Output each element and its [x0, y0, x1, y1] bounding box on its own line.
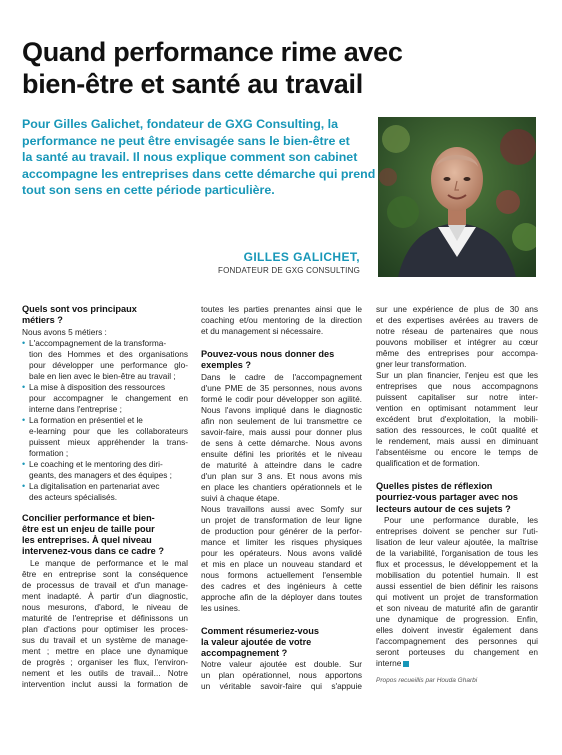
question-line: exemples ? [201, 360, 252, 371]
list-item-line: interne dans l'entreprise ; [29, 403, 122, 414]
answer-line: l'absentéisme ou encore le temps de [376, 447, 538, 457]
question-line: être est un enjeu de taille pour [22, 523, 155, 534]
question-heading [22, 304, 188, 327]
question-line: intervenez-vous dans ce cadre ? [22, 546, 164, 557]
question-line: pourriez-vous partager avec nos [376, 492, 518, 503]
author-name: GILLES GALICHET, [243, 250, 360, 264]
answer-line: suivi à chaque étape. [201, 492, 280, 503]
answer-line: Pour une performance durable, les [384, 514, 538, 525]
answer-line: de maturité à atteindre dans le cadre [201, 459, 362, 470]
list-item: • La formation en présentiel et le [22, 414, 143, 425]
title-line: bien-être et santé au travail [22, 69, 363, 99]
answer-line: mobilisation du potentiel humain. Il est [376, 569, 538, 580]
answer-line: vention en optimisant notamment leur [376, 403, 538, 413]
answer-line: nous formons actuellement l'ensemble [201, 569, 362, 580]
answer-line: approche afin de la déployer dans toutes [201, 591, 362, 602]
answer-line: une dynamique de progression. Enfin, [376, 613, 538, 624]
answer-line: toutes les parties prenantes ainsi que le [201, 304, 362, 314]
answer-line: coaching et/ou mentoring de la direction [201, 315, 362, 325]
bullet-list [22, 338, 188, 503]
column-3 [376, 304, 538, 686]
question-line: les entreprises. À quel niveau [22, 535, 152, 546]
answer-line: un plan opérationnel, nous apportons [201, 670, 362, 681]
answer-line: qui motivent un projet de transformation [376, 591, 538, 602]
answer-line: de progrès ; organiser les flux, l'environ- [22, 656, 188, 667]
answer-line: et son niveau de maturité afin de garantir [376, 602, 538, 613]
question-heading [376, 481, 538, 515]
answer-line: Nous travaillons aussi avec Somfy sur [201, 503, 362, 514]
answer-line: de sens à cette démarche. Nous avons [201, 437, 362, 448]
answer-line: lisation de leur valeur ajoutée, la maîtrise [376, 536, 538, 547]
list-item-line: puissent mieux appréhender la trans- [29, 436, 188, 447]
answer-line: Nous l'avons impliqué dans le diagnostic [201, 404, 362, 415]
article-title [22, 36, 542, 100]
answer-line: le rendement, mais aussi en diminuant [376, 436, 538, 446]
answer-line: sur une expérience de plus de 30 ans [376, 304, 538, 314]
intro-line: performance ne peut être envisagée sans le bien-être et [22, 133, 350, 148]
question-heading [201, 349, 362, 372]
question-line: Comment résumeriez-vous [201, 625, 319, 636]
answer-line: nous mesurons, d'abord, le niveau de [22, 601, 188, 612]
answer-line: un véritable savoir-faire qui s'appuie [201, 681, 362, 692]
list-item-line: formation ; [29, 447, 69, 458]
answer-line: les usines. [201, 602, 241, 613]
answer-line: même des entreprises pour accompa- [376, 348, 538, 358]
answer-line: maturité de l'entreprise et définissons un [22, 612, 188, 623]
question-line: Quelles pistes de réflexion [376, 481, 493, 491]
article-intro [22, 116, 376, 199]
answer-line: afin non seulement de lui transmettre ce [201, 415, 362, 426]
credit-line: Propos recueillis par Houda Gharbi [376, 676, 478, 684]
list-item-line: pour développer une performance glo- [29, 359, 188, 370]
answer-line: mance et limiter les risques physiques [201, 536, 362, 547]
question-line: Pouvez-vous nous donner des [201, 349, 335, 359]
answer-line: entreprises doivent se pencher sur l'uti- [376, 525, 538, 536]
question-line: Concilier performance et bien- [22, 512, 155, 523]
answer-line: qualification et de formation. [376, 458, 480, 468]
bullet-icon: • [22, 381, 26, 392]
answer-line: pouvons mobiliser et intégrer au cœur [376, 337, 538, 347]
answer-line: pour les opérateurs. Nous avons validé [201, 547, 362, 558]
list-item: • L'accompagnement de la transforma- [22, 337, 167, 348]
answer-line: sation des ressources, le coût qualité et [376, 425, 538, 435]
list-item: • Le coaching et le mentoring des diri- [22, 458, 163, 469]
answer-line: ment ; mettre en place une dynamique [22, 645, 188, 656]
portrait-image [378, 117, 536, 277]
column-1 [22, 304, 188, 690]
answer-paragraph [201, 304, 362, 337]
intro-line: accompagne les entreprises dans cette démarche qui prend [22, 166, 376, 181]
question-heading [22, 513, 188, 558]
answer-line: sus du travail et un système de manage- [22, 634, 188, 645]
bullet-icon: • [22, 414, 26, 425]
answer-paragraph [376, 304, 538, 469]
answer-line: plan d'actions pour optimiser les proces- [22, 623, 188, 634]
answer-line: aussi essentiel de bien définir les raisons [376, 580, 538, 591]
intro-line: la santé au travail. Il nous explique comment son cabinet [22, 150, 358, 165]
list-item-line: pour accompagner le changement en [29, 392, 188, 403]
question-line: lecteurs autour de ces sujets ? [376, 503, 511, 514]
answer-line: Nous avons 5 métiers : [22, 326, 107, 337]
answer-line: en place les chantiers opérationnels et le [201, 481, 362, 492]
bullet-icon: • [22, 337, 26, 348]
list-item-line: tion des Hommes et des organisations [29, 348, 188, 359]
answer-line: et du management si nécessaire. [201, 326, 324, 336]
answer-line: notre réseau de partenaires que nous [376, 326, 538, 336]
intro-line: tout son sens en cette période particulière. [22, 183, 275, 198]
answer-line: elles doivent investir également dans [376, 624, 538, 635]
column-2 [201, 304, 362, 692]
author-role: FONDATEUR DE GXG CONSULTING [217, 266, 360, 275]
answer-line: l'accompagnement des personnes qui [376, 635, 538, 646]
question-line: accompagnement ? [201, 648, 288, 659]
end-square-icon [403, 661, 409, 667]
answer-paragraph [22, 558, 188, 690]
answer-line: excédent brut d'exploitation, la mobili- [376, 414, 538, 424]
answer-line: d'un plan sur 3 ans. Et nous avons mis [201, 470, 362, 481]
answer-line: et mis en place un nouveau standard et [201, 558, 362, 569]
question-line: Quels sont vos principaux [22, 304, 137, 314]
title-line: Quand performance rime avec [22, 37, 403, 67]
answer-line: formé le codir pour développer son agilité. [201, 393, 362, 404]
list-item-line: geants, des managers et des équipes ; [29, 469, 172, 480]
answer-line: intervention inclut aussi la formation de [22, 678, 188, 689]
question-line: métiers ? [22, 315, 63, 326]
answer-paragraph [201, 372, 362, 614]
answer-line: puissent capitaliser sur notre inter- [376, 392, 538, 402]
answer-line: Dans le cadre de l'accompagnement [201, 371, 362, 382]
answer-line: savoir-faire, mais aussi pour donner plus [201, 426, 362, 437]
answer-line: de la variabilité, l'organisation de tous les [376, 547, 538, 558]
list-item-line: bale en lien avec le bien-être au travail ; [29, 370, 176, 381]
bullet-icon: • [22, 480, 26, 491]
answer-line: Le manque de performance et le mal [30, 557, 188, 568]
answer-line: et des expertises avérées au travers de [376, 315, 538, 325]
answer-line: d'une PME de 35 personnes, nous avons [201, 382, 362, 393]
question-line: la valeur ajoutée de votre [201, 636, 312, 647]
answer-line: Sur un plan financier, l'enjeu est que les [376, 370, 538, 380]
answer-line: de production pour générer de la perfor- [201, 525, 362, 536]
list-item-line: des acteurs spécialisés. [29, 491, 118, 502]
list-item: • La digitalisation en partenariat avec [22, 480, 160, 491]
list-item: • La mise à disposition des ressources [22, 381, 166, 392]
answer-line: être en entreprise sont la conséquence [22, 568, 188, 579]
answer-line: un projet de transformation de leur ligne [201, 514, 362, 525]
answer-line: flux et processus, le développement et la [376, 558, 538, 569]
answer-line: des cadres et des ingénieurs à cette [201, 580, 362, 591]
answer-line: entreprises que nous accompagnons [376, 381, 538, 391]
list-item-line: e-learning pour que les collaborateurs [29, 425, 188, 436]
answer-line: ment inadapté. À partir d'un diagnostic, [22, 590, 188, 601]
answer-line: de processus de travail et d'un manage- [22, 579, 188, 590]
answer-line: seront porteuses du changement en [376, 646, 538, 657]
bullet-icon: • [22, 458, 26, 469]
answer-line: gner leur transformation. [376, 359, 467, 369]
answer-paragraph [376, 515, 538, 669]
answer-line: nement et les outils de travail... Notre [22, 667, 188, 678]
question-heading [201, 626, 362, 660]
intro-line: Pour Gilles Galichet, fondateur de GXG Consulting, la [22, 117, 339, 131]
answer-line-last: interne [376, 658, 538, 669]
answer-line: ensuite défini les priorités et le niveau [201, 448, 362, 459]
answer-paragraph [201, 659, 362, 692]
answer-line: Notre valeur ajoutée est double. Sur [201, 659, 362, 670]
portrait-photo [378, 117, 536, 277]
